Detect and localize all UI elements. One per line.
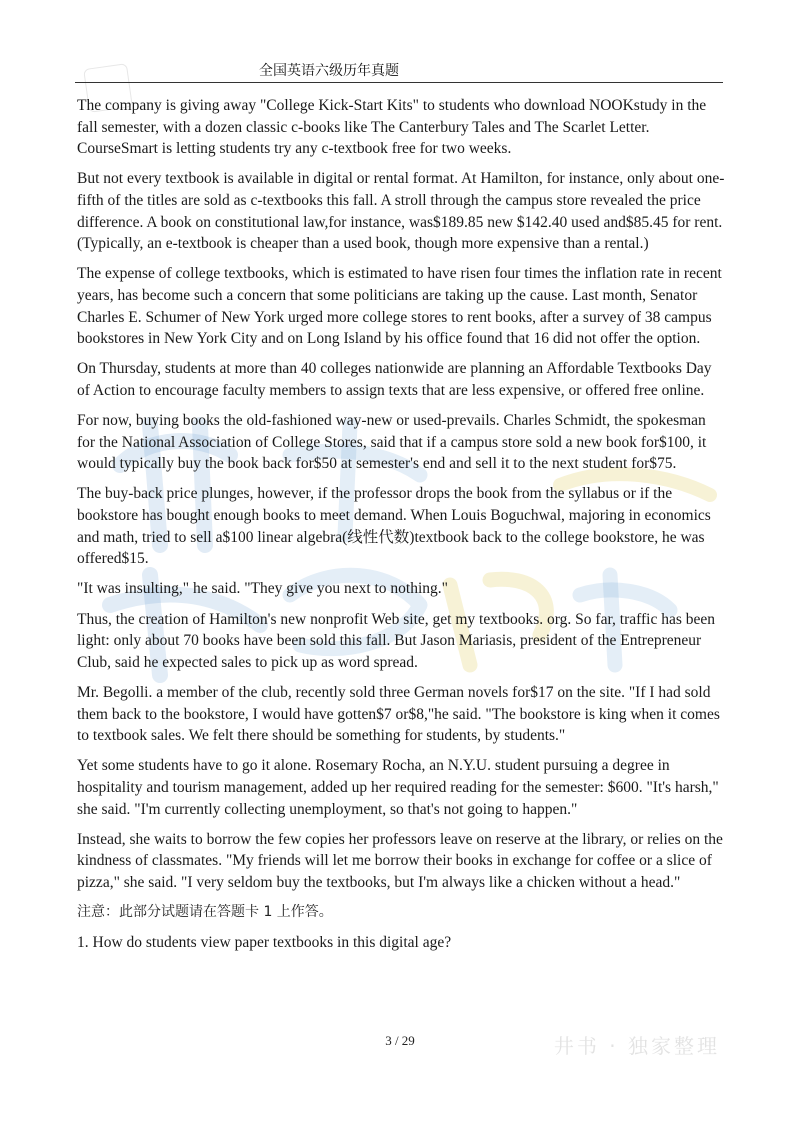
- paragraph-8: Thus, the creation of Hamilton's new nonprofit Web site, get my textbooks. org. So far, traffic has been light: only about 70 books have been sold this fall. But Jason Mariasis, president of the Entrepreneur Club, said he expected sales to pick up as word spread.: [77, 610, 716, 671]
- header-title: 全国英语六级历年真题: [259, 63, 399, 79]
- paragraph-7: "It was insulting," he said. "They give you next to nothing.": [77, 580, 449, 598]
- paragraph-1: The company is giving away "College Kick-Start Kits" to students who download NOOKstudy in the fall semester, with a dozen classic c-books like The Canterbury Tales and The Scarlet Letter. CourseSmart is letting students try any c-textbook free for two weeks.: [77, 97, 707, 158]
- paragraph-9: Mr. Begolli. a member of the club, recently sold three German novels for$17 on the site. "If I had sold them back to the bookstore, I would have gotten$7 or$8,"he said. "The bookstore is king when it comes to textbook sales. We felt there should be something for students, by students.": [77, 684, 720, 745]
- answer-sheet-note: 注意：此部分试题请在答题卡 1 上作答。: [77, 904, 333, 921]
- page-header: [75, 58, 723, 83]
- paragraph-4: On Thursday, students at more than 40 colleges nationwide are planning an Affordable Textbooks Day of Action to encourage faculty members to assign texts that are less expensive, or offered free online.: [77, 360, 712, 399]
- paragraph-10: Yet some students have to go it alone. Rosemary Rocha, an N.Y.U. student pursuing a degree in hospitality and tourism management, added up her required reading for the semester: $600. "It's harsh," she said. "I'm currently collecting unemployment, so that's not going to happen.": [77, 757, 719, 818]
- paragraph-5: For now, buying books the old-fashioned way-new or used-prevails. Charles Schmidt, the spokesman for the National Association of College Stores, said that if a campus store sold a new book for$100, it would typically buy the book back for$50 at semester's end and sell it to the next student for$75.: [77, 412, 707, 473]
- watermark-text: 井书 · 独家整理: [553, 1034, 720, 1058]
- article-body: [77, 95, 725, 953]
- paragraph-2: But not every textbook is available in digital or rental format. At Hamilton, for instance, only about one-fifth of the titles are sold as c-textbooks this fall. A stroll through the campus store revealed the price difference. A book on constitutional law,for instance, was$189.85 new $142.40 used and$85.45 for rent. (Typically, an e-textbook is cheaper than a used book, though more expensive than a rental.): [77, 170, 725, 253]
- paragraph-3: The expense of college textbooks, which is estimated to have risen four times the inflation rate in recent years, has become such a concern that some politicians are taking up the cause. Last month, Senator Charles E. Schumer of New York urged more college stores to rent books, after a survey of 38 campus bookstores in New York City and on Long Island by his office found that 16 did not offer the option.: [77, 265, 722, 348]
- paragraph-11: Instead, she waits to borrow the few copies her professors leave on reserve at the library, or relies on the kindness of classmates. "My friends will let me borrow their books in exchange for coffee or a slice of pizza," she said. "I very seldom buy the textbooks, but I'm always like a chicken without a head.": [77, 830, 723, 891]
- page-number: 3 / 29: [385, 1033, 415, 1048]
- paragraph-6: The buy-back price plunges, however, if the professor drops the book from the syllabus or if the bookstore has bought enough books to meet demand. When Louis Boguchwal, majoring in economics and math, tried to sell a$100 linear algebra(线性代数)textbook back to the college bookstore, he was offered$15.: [77, 485, 711, 568]
- question-1: 1. How do students view paper textbooks in this digital age?: [77, 933, 452, 951]
